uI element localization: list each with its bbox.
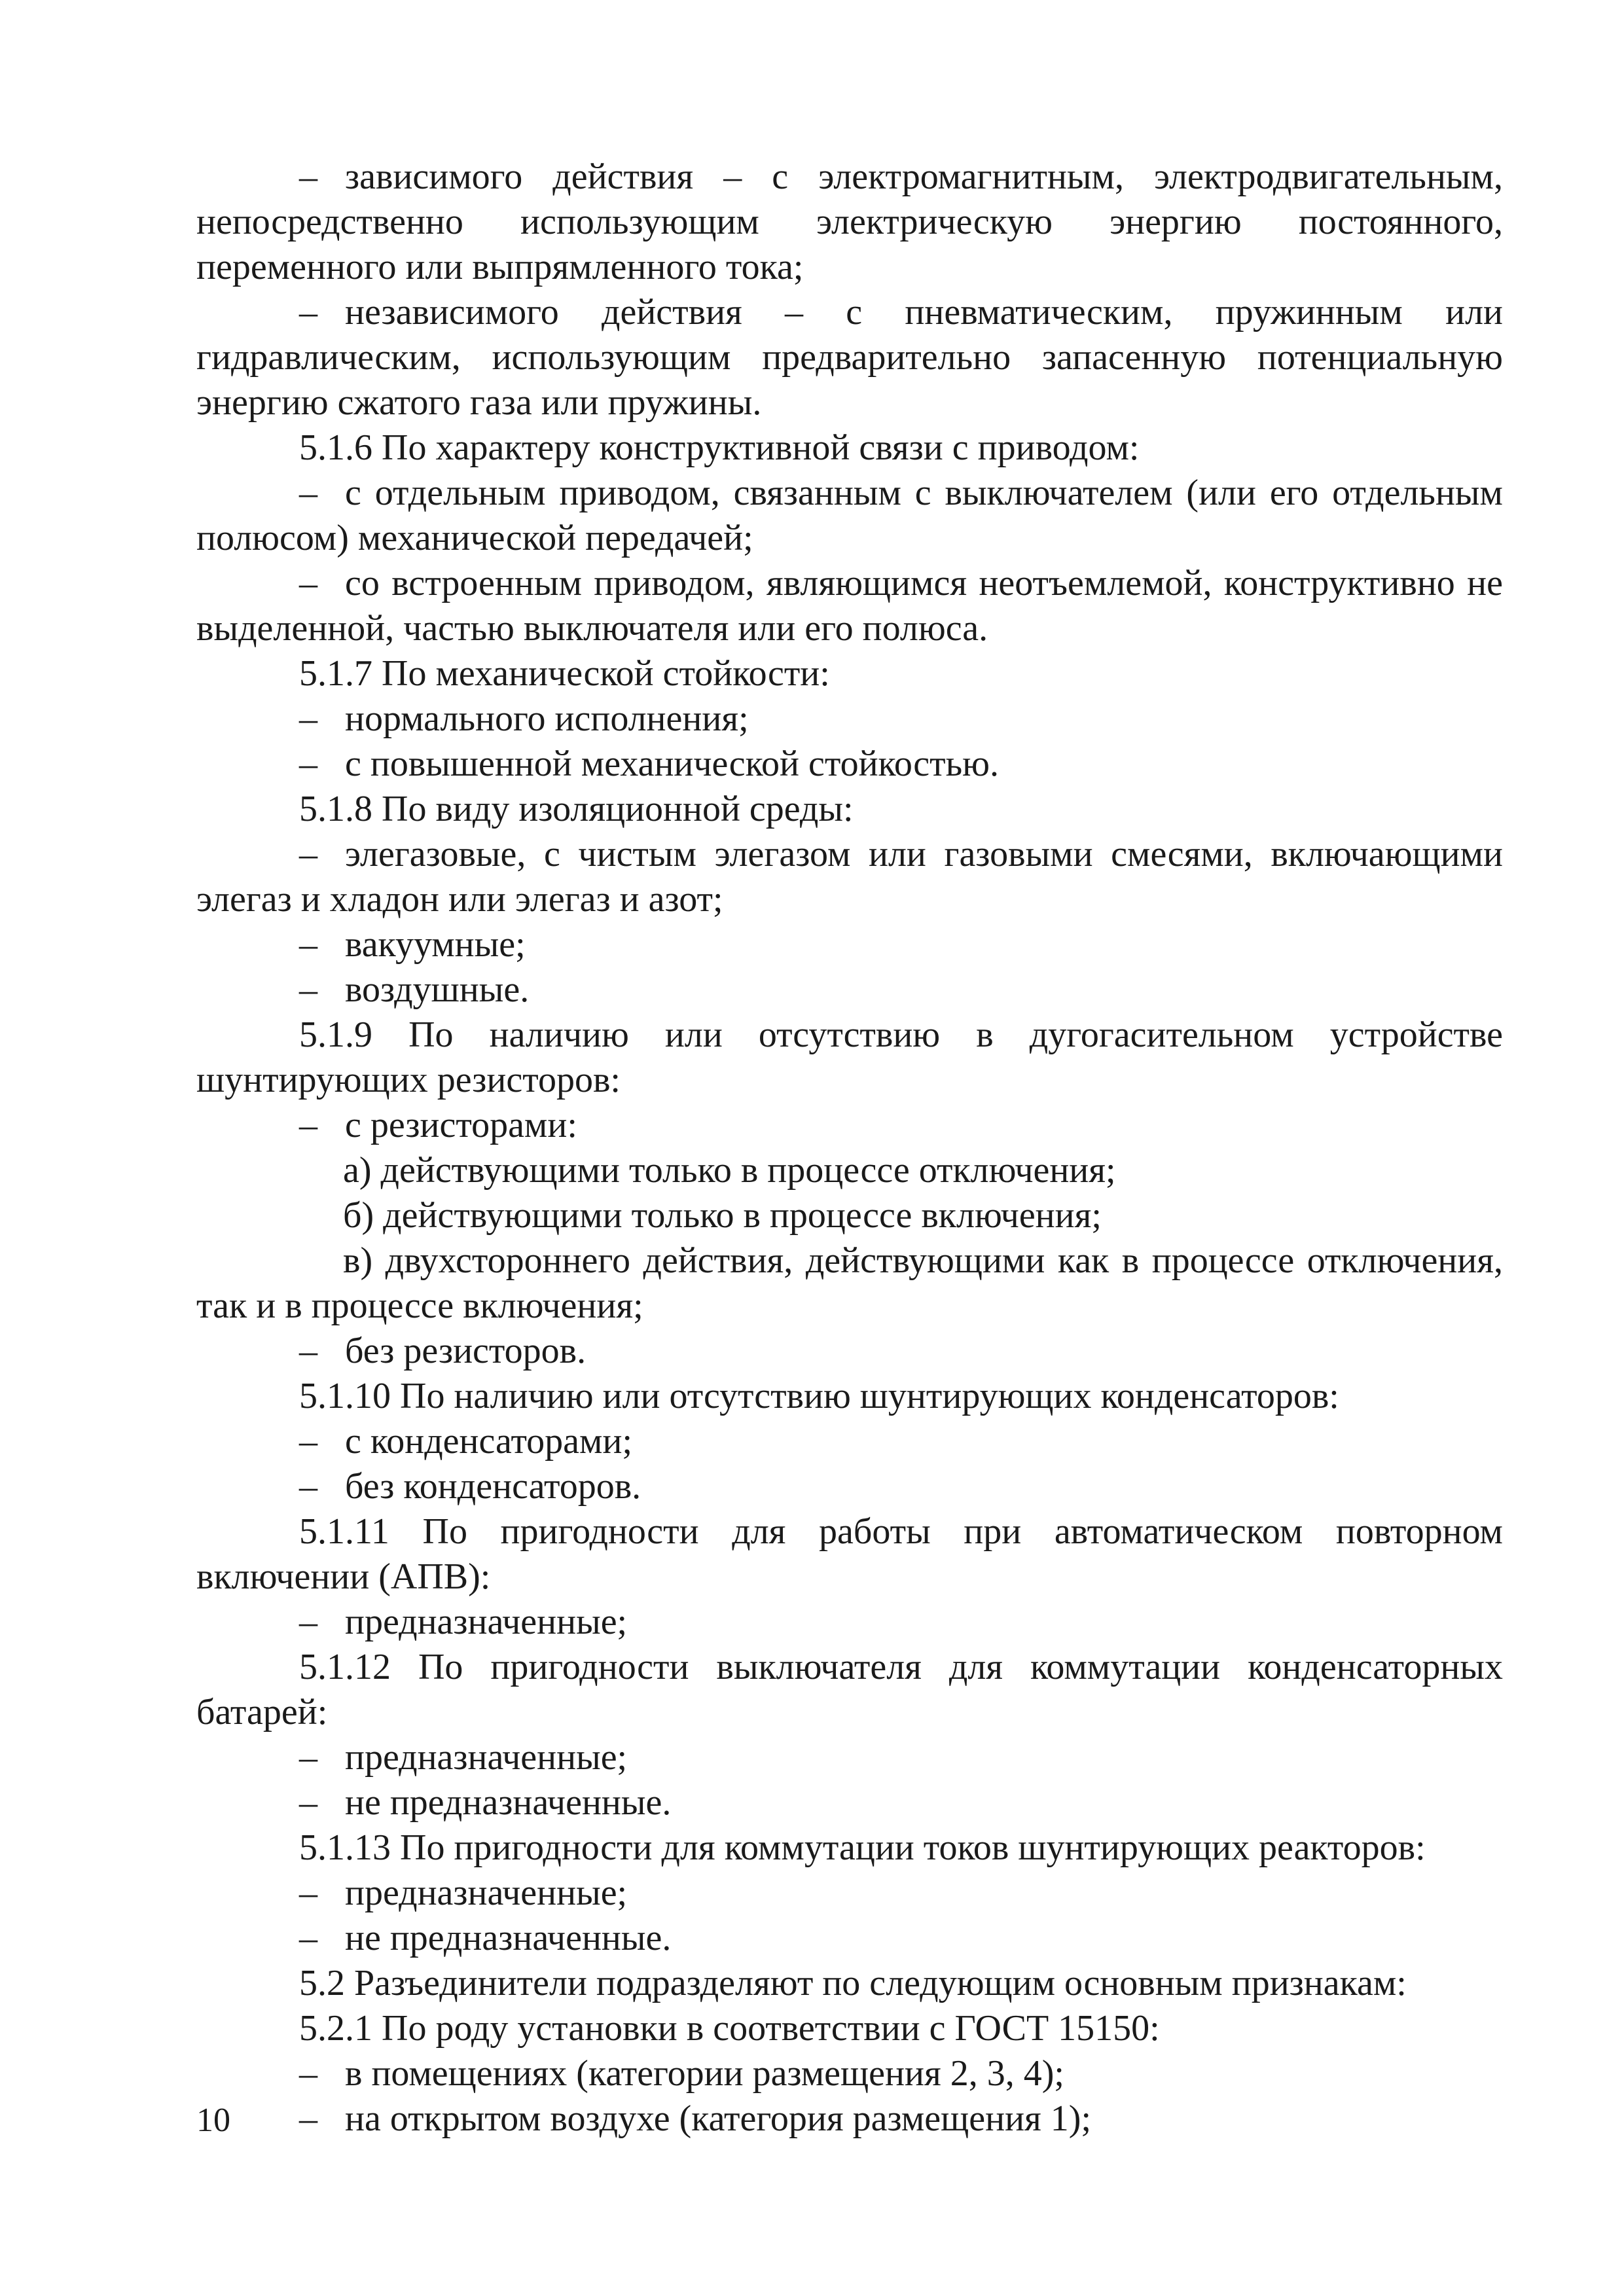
paragraph-text: предназначенные; <box>345 1602 628 1642</box>
clause-paragraph <box>196 787 1503 832</box>
list-dash: – <box>299 1873 317 1913</box>
list-item <box>196 290 1503 425</box>
list-item <box>196 2096 1503 2142</box>
list-dash: – <box>299 744 317 784</box>
list-item <box>196 696 1503 742</box>
paragraph-text: предназначенные; <box>345 1873 628 1913</box>
list-dash: – <box>299 1331 317 1371</box>
clause-paragraph <box>196 1645 1503 1735</box>
list-item <box>196 561 1503 651</box>
list-item <box>196 742 1503 787</box>
list-item <box>196 1600 1503 1645</box>
list-dash: – <box>299 2098 317 2139</box>
list-item <box>196 922 1503 967</box>
list-dash: – <box>299 1737 317 1778</box>
list-item <box>196 1916 1503 1961</box>
paragraph-text: в) двухстороннего действия, действующими как в процессе отключения, так и в процессе включения; <box>196 1240 1503 1326</box>
paragraph-text: с конденсаторами; <box>345 1421 633 1462</box>
list-dash: – <box>299 1466 317 1507</box>
paragraph-text: воздушные. <box>345 969 530 1010</box>
clause-paragraph <box>196 1509 1503 1600</box>
paragraph-text: независимого действия – с пневматическим, пружинным или гидравлическим, использующим предварительно запасенную потенциальную энергию сжатого газа или пружины. <box>196 292 1503 423</box>
paragraph-text: без конденсаторов. <box>345 1466 641 1507</box>
list-item <box>196 1103 1503 1148</box>
list-dash: – <box>299 1105 317 1145</box>
paragraph-text: 5.2 Разъединители подразделяют по следующим основным признакам: <box>299 1963 1407 2003</box>
paragraph-text: 5.1.11 По пригодности для работы при автоматическом повторном включении (АПВ): <box>196 1511 1503 1597</box>
paragraph-text: в помещениях (категории размещения 2, 3, 4); <box>345 2053 1064 2094</box>
list-dash: – <box>299 1602 317 1642</box>
list-item <box>196 1780 1503 1825</box>
clause-paragraph <box>196 1374 1503 1419</box>
list-dash: – <box>299 969 317 1010</box>
list-item <box>196 154 1503 290</box>
paragraph-text: 5.1.8 По виду изоляционной среды: <box>299 789 854 829</box>
paragraph-text: 5.1.10 По наличию или отсутствию шунтирующих конденсаторов: <box>299 1376 1339 1416</box>
paragraph-text: 5.2.1 По роду установки в соответствии с ГОСТ 15150: <box>299 2008 1160 2049</box>
paragraph-text: 5.1.7 По механической стойкости: <box>299 653 830 694</box>
list-dash: – <box>299 834 317 874</box>
clause-paragraph <box>196 1961 1503 2006</box>
list-item <box>196 2051 1503 2096</box>
list-dash: – <box>299 156 317 197</box>
sub-list-item <box>196 1148 1503 1193</box>
paragraph-text: с резисторами: <box>345 1105 577 1145</box>
clause-paragraph <box>196 425 1503 471</box>
paragraph-text: не предназначенные. <box>345 1782 672 1823</box>
page-number: 10 <box>196 2102 230 2139</box>
paragraph-text: вакуумные; <box>345 924 526 965</box>
paragraph-text: 5.1.13 По пригодности для коммутации токов шунтирующих реакторов: <box>299 1827 1426 1868</box>
list-item <box>196 967 1503 1013</box>
paragraph-text: 5.1.6 По характеру конструктивной связи с приводом: <box>299 427 1140 468</box>
list-item <box>196 1464 1503 1509</box>
list-dash: – <box>299 563 317 603</box>
clause-paragraph <box>196 651 1503 696</box>
paragraph-text: не предназначенные. <box>345 1918 672 1958</box>
list-item <box>196 1329 1503 1374</box>
list-dash: – <box>299 1782 317 1823</box>
sub-list-item <box>196 1193 1503 1238</box>
paragraph-text: со встроенным приводом, являющимся неотъемлемой, конструктивно не выделенной, частью выключателя или его полюса. <box>196 563 1503 649</box>
list-item <box>196 1871 1503 1916</box>
list-item <box>196 1419 1503 1464</box>
clause-paragraph <box>196 1013 1503 1103</box>
paragraph-text: а) действующими только в процессе отключения; <box>343 1150 1116 1191</box>
body-text <box>196 154 1503 2142</box>
paragraph-text: с повышенной механической стойкостью. <box>345 744 1000 784</box>
paragraph-text: зависимого действия – с электромагнитным, электродвигательным, непосредственно использующим электрическую энергию постоянного, переменного или выпрямленного тока; <box>196 156 1503 287</box>
clause-paragraph <box>196 2006 1503 2051</box>
paragraph-text: с отдельным приводом, связанным с выключателем (или его отдельным полюсом) механической передачей; <box>196 473 1503 558</box>
list-dash: – <box>299 1421 317 1462</box>
list-dash: – <box>299 1918 317 1958</box>
paragraph-text: б) действующими только в процессе включения; <box>343 1195 1102 1236</box>
list-item <box>196 1735 1503 1780</box>
paragraph-text: элегазовые, с чистым элегазом или газовыми смесями, включающими элегаз и хладон или элегаз и азот; <box>196 834 1503 920</box>
paragraph-text: предназначенные; <box>345 1737 628 1778</box>
list-dash: – <box>299 698 317 739</box>
paragraph-text: 5.1.12 По пригодности выключателя для коммутации конденсаторных батарей: <box>196 1647 1503 1732</box>
clause-paragraph <box>196 1825 1503 1871</box>
paragraph-text: 5.1.9 По наличию или отсутствию в дугогасительном устройстве шунтирующих резисторов: <box>196 1014 1503 1100</box>
list-item <box>196 832 1503 922</box>
list-dash: – <box>299 2053 317 2094</box>
sub-list-item <box>196 1238 1503 1329</box>
list-dash: – <box>299 292 317 332</box>
paragraph-text: нормального исполнения; <box>345 698 749 739</box>
list-dash: – <box>299 924 317 965</box>
list-item <box>196 471 1503 561</box>
paragraph-text: на открытом воздухе (категория размещения 1); <box>345 2098 1092 2139</box>
list-dash: – <box>299 473 317 513</box>
paragraph-text: без резисторов. <box>345 1331 586 1371</box>
